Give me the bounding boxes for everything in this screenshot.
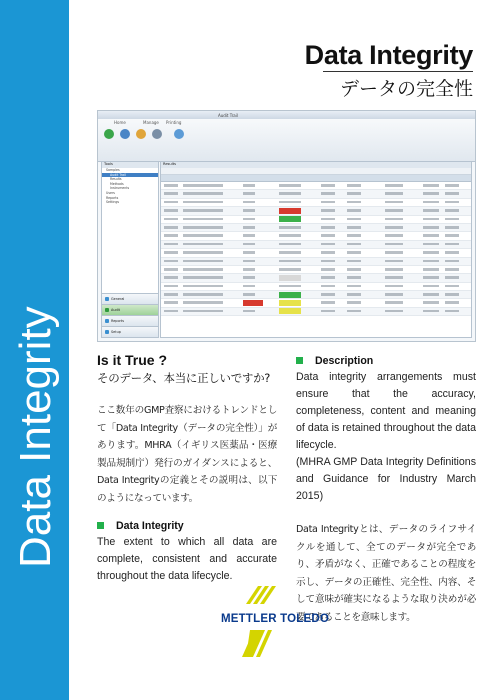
- table-row: [161, 216, 471, 224]
- description-paragraph-jp: Data Integrityとは、データのライフサイクルを通して、全てのデータが完全であり、矛盾がなく、正確であることの程度を示し、データの正確性、完全性、内容、そして意味が確実になるような取り決めが必要であることを意味します。: [296, 524, 476, 623]
- navigation-pane: [101, 161, 159, 338]
- tree-item: Instruments: [110, 186, 130, 191]
- table-row: [161, 299, 471, 307]
- section-title: Description: [315, 354, 374, 367]
- definition-paragraph: The extent to which all data are complete, consistent and accurate throughout the data lifecycle.: [97, 536, 277, 582]
- table-row: [161, 224, 471, 232]
- ribbon-filter-icon: [134, 129, 148, 149]
- status-highlight: [243, 300, 263, 306]
- window-titlebar: [98, 111, 475, 119]
- table-row: [161, 266, 471, 274]
- ribbon-sign-icon: [150, 129, 164, 149]
- ribbon-tab-printing: Printing: [166, 120, 182, 125]
- green-square-icon: [97, 522, 104, 529]
- table-row: [161, 258, 471, 266]
- table-row: [161, 190, 471, 198]
- table-row: [161, 207, 471, 215]
- question-heading: Is it True ?: [97, 352, 168, 368]
- table-row: [161, 291, 471, 299]
- ribbon-print-icon: [172, 129, 186, 149]
- right-column: [296, 352, 476, 626]
- nav-button: Setup: [102, 326, 158, 337]
- table-row: [161, 283, 471, 291]
- tree-item: Users: [106, 190, 115, 195]
- window-title: Audit Trail: [218, 112, 238, 118]
- green-square-icon: [296, 357, 303, 364]
- section-heading: [97, 517, 277, 534]
- table-row: [161, 232, 471, 240]
- grid-title: Results: [161, 162, 471, 168]
- section-title: Data Integrity: [116, 519, 184, 532]
- ribbon-user-icon: [118, 129, 132, 149]
- table-row: [161, 199, 471, 207]
- table-row: [161, 241, 471, 249]
- description-paragraph: Data integrity arrangements must ensure that the accuracy, completeness, content and meaning of data is retained throughout the data lifecycle.: [296, 371, 476, 451]
- software-screenshot: [97, 110, 476, 342]
- nav-button-selected: Audit: [102, 304, 158, 315]
- status-highlight: [279, 216, 301, 222]
- results-grid: [160, 161, 472, 338]
- tree-item: Reports: [106, 195, 119, 200]
- section-heading: [296, 352, 476, 369]
- title-divider: [323, 71, 473, 72]
- table-row: [161, 249, 471, 257]
- ribbon-refresh-icon: [102, 129, 116, 149]
- left-column: [97, 352, 277, 585]
- nav-pane-header: Tools: [102, 162, 158, 168]
- page-title: Data Integrity: [304, 40, 473, 70]
- table-row: [161, 182, 471, 190]
- side-band-title: [10, 300, 60, 570]
- logo-wordmark: METTLER TOLEDO: [221, 613, 330, 625]
- intro-paragraph-jp: ここ数年のGMP査察におけるトレンドとして「Data Integrity（データの完全性）」があります。MHRA（イギリス医薬品・医療製品規制庁）発行のガイダンスによると、Data Integrityの定義とその説明は、以下のようになっています。: [97, 405, 277, 504]
- status-highlight: [279, 308, 301, 314]
- tree-item-selected: Audit Trail: [102, 173, 158, 178]
- tree-item: Samples: [106, 168, 120, 172]
- question-heading-jp: そのデータ、本当に正しいですか?: [97, 371, 271, 385]
- grid-filter-bar: [161, 168, 471, 175]
- grid-column-header: [161, 175, 471, 182]
- tree-item: Methods: [110, 181, 124, 186]
- table-row: [161, 274, 471, 282]
- tree-item: Settings: [106, 200, 120, 205]
- ribbon-tab-manage: Manage: [143, 120, 159, 125]
- nav-button: Reports: [102, 315, 158, 326]
- status-highlight: [279, 292, 301, 298]
- nav-button: General: [102, 293, 158, 304]
- reference-citation: (MHRA GMP Data Integrity Definitions and Guidance for Industry March 2015): [296, 456, 476, 502]
- ribbon-toolbar: [98, 119, 475, 162]
- tree-item: Results: [110, 177, 122, 182]
- ribbon-tab-home: Home: [114, 120, 126, 125]
- table-row: [161, 308, 471, 316]
- status-highlight: [279, 208, 301, 214]
- status-highlight: [279, 275, 301, 281]
- page-subtitle: データの完全性: [339, 78, 473, 100]
- svg-text:Data Integrity: Data Integrity: [11, 306, 60, 568]
